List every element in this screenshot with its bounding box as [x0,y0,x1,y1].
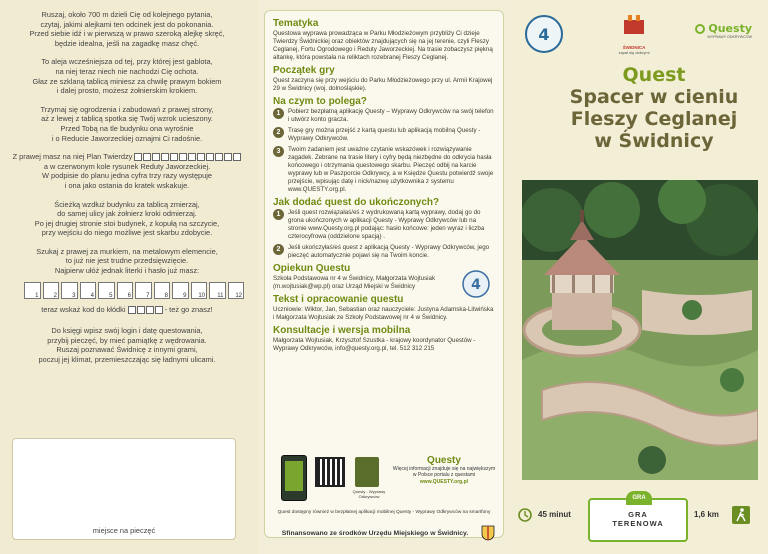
step-number: 2 [273,244,284,255]
step-item: 3 Twoim zadaniem jest uważne czytanie wskazówek i rozwiązywanie zagadek. Zebrane na trasie litery i cyfry będą niezbędne do odkrycia hasła końcowego i otrzymania questowego skarbu. Pieczęć odbij na karcie wyprawy lub w Paszporcie Odkrywcy, a w Księdze Questu potwierdź swoje przejście, wpisując datę i nick/nazwę użytkownika z systemu www.QUESTY.org.pl. [273,146,495,194]
riddle-line: Po jej drugiej stronie stoi budynek, z kopułą na szczycie, [34,218,220,228]
riddle-line: na niej teraz niech nie nachodzi Cię ochota. [55,66,199,76]
middle-panel [258,0,510,554]
riddle-line: Trzymaj się ogrodzenia i zabudowań z prawej strony, [40,104,214,114]
riddle-paragraph-3 [10,105,244,143]
password-cell: 3 [61,282,78,299]
section-text: Questowa wyprawa prowadząca w Parku Młodzieżowym przybliży Ci dzieje Twierdzy Świdnickiej oraz obiektów znajdujących się na jej terenie, czyli Fleszy Ceglanej, Fortu Ogrodowego i Reduty Jaworzeckiej. Na trasie zobaczysz piękną altankę, która powstała na reliktach rozebranej Fleszy Ceglanej. [273,30,493,61]
riddle-line: Przed Tobą na tle budynku ona wyrośnie [60,123,194,133]
terenowa-label: TERENOWA [612,519,664,528]
riddle-line: to już nie jest trudne przedsięwzięcie. [65,256,189,266]
questy-link[interactable]: www.QUESTY.org.pl [419,478,469,485]
password-cell: 9 [172,282,189,299]
more-info-block: Questy Więcej informacji znajduje się na największym w Polsce portalu z questami www.QUESTY.org.pl [385,455,503,485]
riddle-line: Najpierw ułóż jednak literki i hasło już masz: [54,266,200,276]
logo-row [518,14,760,54]
section-heading: Konsultacje i wersja mobilna [273,325,411,336]
section-heading: Tematyka [273,18,319,29]
phone-icon [281,455,307,501]
clock-icon [518,508,532,522]
password-cell: 1 [24,282,41,299]
stamp-label: miejsce na pieczęć [92,526,156,535]
section-heading: Jak dodać quest do ukończonych? [273,197,440,208]
riddle-line: aż z lewej z tablicą spotka się Twój wzrok ucieszony. [41,114,213,124]
riddle-line: Z prawej masz na niej Plan Twierdzy [12,152,133,162]
game-type-badge [588,495,688,542]
password-cell: 11 [209,282,226,299]
app-badge-icon [355,457,379,487]
riddle-line: i ona jako ostania do kratek wskakuje. [64,180,190,190]
app-note: Quest dostępny również w bezpłatnej aplikacji mobilnej Questy - Wyprawy Odkrywców na smartfony [277,510,491,515]
swidnica-crest-icon [621,14,647,40]
gazebo-illustration [522,180,758,480]
password-cell: 6 [117,282,134,299]
app-badge-label: Questy - Wyprawy Odkrywców [352,489,386,499]
step-number: 3 [273,146,284,157]
section-heading: Na czym to polega? [273,96,367,107]
city-crest-icon [481,525,495,541]
info-card [264,10,504,538]
password-cell: 8 [154,282,171,299]
riddle-line-with-boxes [10,152,244,162]
padlock-boxes [128,306,163,314]
riddle-line: Do księgi wpisz swój login i datę questowania, [51,326,203,336]
qr-code-icon [315,457,345,487]
section-text: Małgorzata Wojtusiak, Krzysztof Szustka - krajowy koordynator Questów - Wyprawy Odkrywców, info@questy.org.pl, tel. 512 312 215 [273,337,476,352]
questy-logo-text: Questy [695,22,752,35]
svg-text:4: 4 [538,25,550,44]
riddle-line: do samej ulicy jak żołnierz kroki odmierzaj. [57,209,197,219]
password-grid [24,282,244,299]
guardian-section [273,263,495,291]
walking-icon [732,506,750,524]
step-number: 2 [273,127,284,138]
funding-row [273,525,495,541]
riddle-line: Głaz ze szklaną tablicą miniesz za chwilę prawym bokiem [32,76,222,86]
section-text: Szkoła Podstawowa nr 4 w Świdnicy, Małgorzata Wojtusiak (m.wojtusiak@wp.pl) oraz Urząd Miejski w Świdnicy [273,275,436,290]
distance-label: 1,6 km [694,510,719,519]
riddle-line: a w czerwonym kole rysunek Reduty Jaworzeckiej. [43,161,211,171]
questy-logo: Questy WYPRAWY ODKRYWCÓW [695,22,752,39]
section-text: Uczniowie: Wiktor, Jan, Sebastian oraz nauczyciele: Justyna Adamska-Litwińska i Małgorzata Wojtusiak ze Szkoły Podstawowej nr 4 w Świdnicy. [273,306,494,321]
school-round-logo-icon [524,14,564,54]
duration-label: 45 minut [538,510,571,519]
riddle-line: i o Reducie Jaworzeckiej oznajmi Ci radośnie. [51,133,203,143]
section-heading: Opiekun Questu [273,263,351,274]
password-cell: 12 [228,282,245,299]
riddle-paragraph-1 [10,10,244,48]
gra-label: GRA [628,510,648,519]
swidnica-logo: ŚWIDNICA zapal się dobrymi [614,14,654,55]
funding-note: Sfinansowano ze środków Urzędu Miejskiego w Świdnicy. [281,529,469,537]
riddle-line: Ruszaj, około 700 m dzieli Cię od kolejnego pytania, [41,10,213,19]
step-number: 1 [273,108,284,119]
step-item: 2 Trasę gry można przejść z kartą questu lub aplikacją mobilną Questy - Wyprawy Odkrywców. [273,127,495,143]
right-panel [510,0,768,554]
svg-text:4: 4 [471,277,481,293]
questy-logo-small: Questy [427,455,461,466]
riddle-paragraph-2 [10,57,244,95]
password-cell: 10 [191,282,208,299]
app-promo-strip [273,455,495,511]
riddle-line: To aleja wcześniejsza od tej, przy której jest gablota, [41,57,213,67]
password-cell: 2 [43,282,60,299]
section-heading: Początek gry [273,65,335,76]
step-item: 1 Jeśli quest rozwiązałaś/eś z wydrukowaną kartą wyprawy, dodaj go do grona ukończonych w aplikacji Questy - Wyprawy Odkrywców lub na stronie www.Questy.org.pl podając: hasło końcowe: jeden wyraz i liczba czterocyfrowa (oddzielone spacją) . [273,209,495,241]
quest-title: Quest Spacer w cieniu Fleszy Ceglanej w Świdnicy [569,64,739,152]
step-item: 1 Pobierz bezpłatną aplikację Questy – Wyprawy Odkrywców na swój telefon i utwórz konto gracza. [273,108,495,124]
riddle-line: przy wejściu do niego możliwe jest skarbu zdobycie. [41,228,213,238]
riddle-line: Szukaj z prawej za murkiem, na metalowym elemencie, [36,246,218,256]
riddle-line: poczuj jej klimat, przemieszczając się ładnymi ulicami. [38,355,216,365]
stamp-area [12,438,236,540]
riddle-line: Przed siebie idź i w pierwszą w prawo szeroką alejkę skręć, [29,29,225,39]
riddle-paragraph-5 [10,200,244,238]
riddle-line: będzie idealna, jeśli na zagadkę masz chęć. [54,38,200,48]
school-logo-icon [461,269,491,299]
section-heading: Tekst i opracowanie questu [273,294,404,305]
riddle-paragraph-4 [10,152,244,190]
riddle-line: i dalej prosto, możesz żołnierskim krokiem. [56,86,198,96]
riddle-line: Ruszaj poznawać Świdnicę z innymi grami, [56,345,198,355]
info-bar [510,492,768,554]
padlock-code-line: teraz wskaż kod do kłódki - też go znasz! [41,304,213,314]
riddle-line: przybij pieczęć, by mieć pamiątkę z wędrowania. [47,335,207,345]
riddle-paragraph-7 [10,326,244,364]
riddle-line: Ścieżką wzdłuż budynku za tablicą zmierzaj, [54,199,200,209]
password-cell: 4 [80,282,97,299]
left-panel [0,0,258,554]
gra-tab: GRA [626,491,652,505]
answer-boxes [134,153,241,161]
password-cell: 7 [135,282,152,299]
riddle-line: W podpisie do planu jedna cyfra trzy razy występuje [41,171,213,181]
password-cell: 5 [98,282,115,299]
riddle-line: czytaj, jakimi alejkami ten odcinek jest do pokonania. [40,19,214,29]
questy-q-icon [695,24,705,34]
section-text: Quest zaczyna się przy wejściu do Parku Młodzieżowego przy ul. Armii Krajowej 29 w Świdnicy (woj. dolnośląskie). [273,77,493,92]
gazebo-photo [522,180,758,480]
step-item: 2 Jeśli ukończyłaś/eś quest z aplikacją Questy - Wyprawy Odkrywców, jego pieczęć automatycznie pojawi się na Twoim koncie. [273,244,495,260]
step-number: 1 [273,209,284,220]
riddle-paragraph-6 [10,247,244,276]
